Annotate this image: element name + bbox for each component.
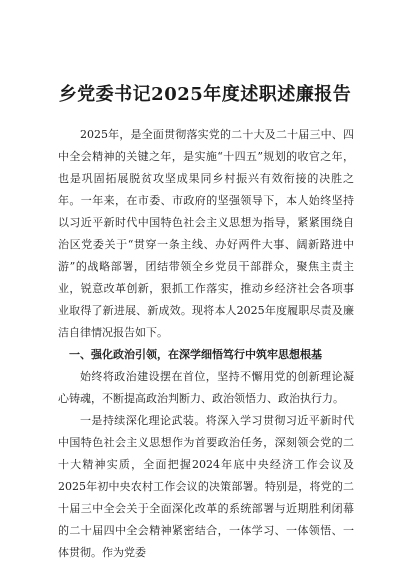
document-title: 乡党委书记2025年度述职述廉报告 — [58, 84, 352, 105]
intro-paragraph: 2025年，是全面贯彻落实党的二十大及二十届三中、四中全会精神的关键之年，是实施“十四五”规划的收官之年，也是巩固拓展脱贫攻坚成果同乡村振兴有效衔接的决胜之年。一年来，在市委、市政府的坚强领导下，本人始终坚持以习近平新时代中国特色社会主义思想为指导，紧紧围绕自治区党委关于“贯穿一条主线、办好两件大事、阔新路进中游”的战略部署，团结带领全乡党员干部群众，聚焦主责主业，锐意改革创新，狠抓工作落实，推动乡经济社会各项事业取得了新进展、新成效。现将本人2025年度履职尽责及廉洁自律情况报告如下。 — [58, 128, 354, 339]
section-heading: 一、强化政治引领，在深学细悟笃行中筑牢思想根基 — [69, 348, 322, 361]
subsection-paragraph: 一是持续深化理论武装。将深入学习贯彻习近平新时代中国特色社会主义思想作为首要政治任务，深刻领会党的二十大精神实质，全面把握2024年底中央经济工作会议及2025年初中央农村工作会议的决策部署。特别是，将党的二十届三中全会关于全面深化改革的系统部署与近期胜利闭幕的二十届四中全会精神紧密结合，一体学习、一体领悟、一体贯彻。作为党委 — [58, 414, 354, 559]
section-paragraph: 始终将政治建设摆在首位，坚持不懈用党的创新理论凝心铸魂，不断提高政治判断力、政治领悟力、政治执行力。 — [58, 370, 354, 405]
